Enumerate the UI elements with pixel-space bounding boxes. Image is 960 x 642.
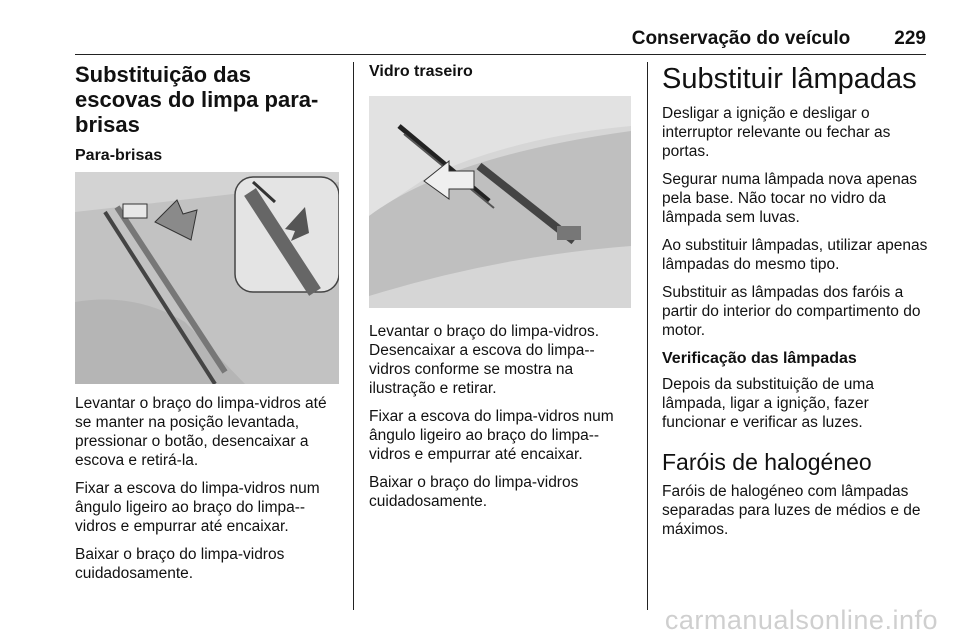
heading-wiper-replacement: Substituição das escovas do limpa para-brisas [75, 62, 319, 137]
bulbs-paragraph-1: Desligar a ignição e desligar o interruptor relevante ou fechar as portas. [662, 105, 891, 160]
section-title: Conservação do veículo [631, 28, 851, 49]
column-divider-left [353, 62, 354, 610]
bulb-check-paragraph: Depois da substituição de uma lâmpada, ligar a ignição, fazer funcionar e verificar as luzes. [662, 376, 874, 431]
bulbs-paragraph-2: Segurar numa lâmpada nova apenas pela base. Não tocar no vidro da lâmpada sem luvas. [662, 171, 918, 226]
rear-wiper-illustration [369, 96, 631, 308]
rear-step-1: Levantar o braço do limpa-vidros. Desencaixar a escova do limpa--vidros conforme se mostra na ilustração e retirar. [369, 323, 600, 397]
heading-halogen-headlights: Faróis de halogéneo [662, 449, 872, 475]
page-header [75, 28, 926, 54]
rear-step-3: Baixar o braço do limpa-vidros cuidadosamente. [369, 474, 579, 510]
column-bulbs [662, 62, 928, 548]
windscreen-step-2: Fixar a escova do limpa-vidros num ângulo ligeiro ao braço do limpa--vidros e empurrar até encaixar. [75, 480, 320, 535]
watermark: carmanualsonline.info [664, 605, 938, 635]
heading-rear-window: Vidro traseiro [369, 63, 473, 80]
column-windscreen [75, 62, 341, 592]
heading-replace-bulbs: Substituir lâmpadas [662, 63, 917, 95]
heading-bulb-check: Verificação das lâmpadas [662, 350, 857, 367]
windscreen-wiper-illustration [75, 172, 339, 384]
bulbs-paragraph-4: Substituir as lâmpadas dos faróis a partir do interior do compartimento do motor. [662, 284, 921, 339]
windscreen-step-1: Levantar o braço do limpa-vidros até se manter na posição levantada, pressionar o botão, desencaixar a escova e retirá-la. [75, 395, 327, 469]
column-rear-window [369, 62, 633, 520]
column-divider-right [647, 62, 648, 610]
halogen-paragraph: Faróis de halogéneo com lâmpadas separadas para luzes de médios e de máximos. [662, 483, 921, 538]
page-number: 229 [894, 28, 926, 49]
header-divider [75, 54, 926, 55]
bulbs-paragraph-3: Ao substituir lâmpadas, utilizar apenas lâmpadas do mesmo tipo. [662, 237, 928, 273]
windscreen-step-3: Baixar o braço do limpa-vidros cuidadosamente. [75, 546, 285, 582]
heading-windscreen: Para-brisas [75, 147, 163, 164]
rear-step-2: Fixar a escova do limpa-vidros num ângulo ligeiro ao braço do limpa--vidros e empurrar até encaixar. [369, 408, 614, 463]
